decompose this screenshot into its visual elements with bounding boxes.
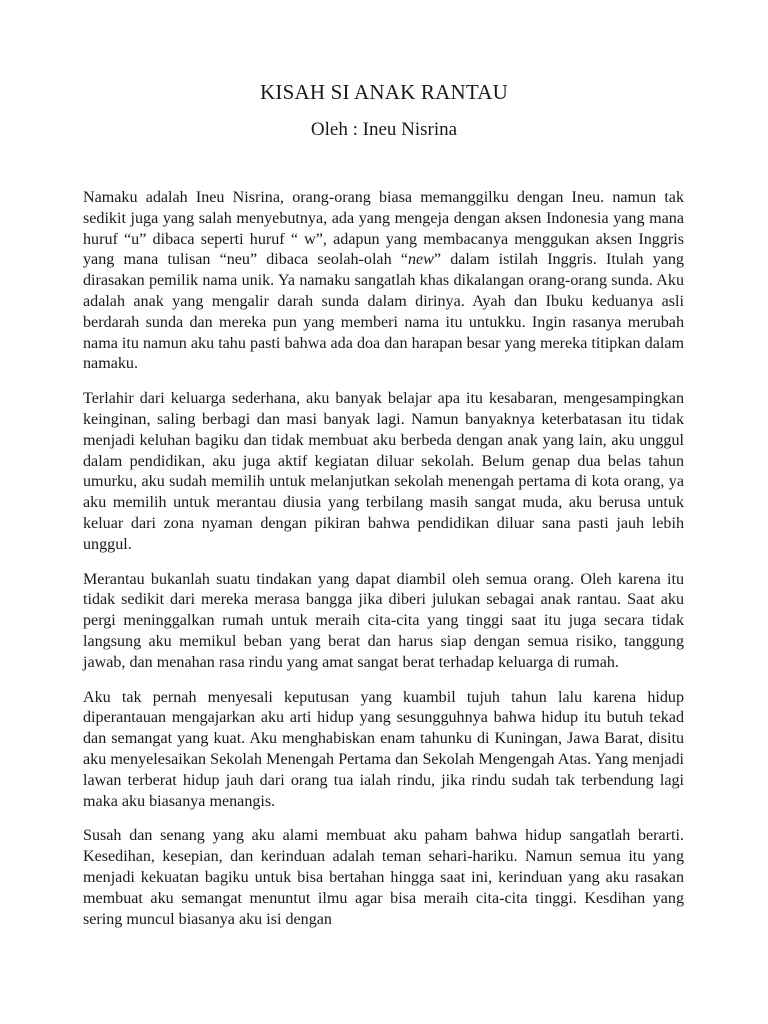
- paragraph-1: [83, 188, 684, 375]
- paragraph-3: Merantau bukanlah suatu tindakan yang dapat diambil oleh semua orang. Oleh karena itu tidak sedikit dari mereka merasa bangga jika diberi julukan sebagai anak rantau. Saat aku pergi meninggalkan rumah untuk meraih cita-cita yang tinggi saat itu juga secara tidak langsung aku memikul beban yang berat dan harus siap dengan semua risiko, tanggung jawab, dan menahan rasa rindu yang amat sangat berat terhadap keluarga di rumah.: [83, 570, 684, 671]
- paragraph-1-text-start: Namaku adalah Ineu Nisrina, orang-orang biasa memanggilku dengan Ineu. namun tak sedikit juga yang salah menyebutnya, ada yang mengeja dengan aksen Indonesia yang mana huruf “u” dibaca seperti huruf “ w”, adapun yang membacanya menggukan aksen Inggris yang mana tulisan “neu” dibaca seolah-olah “: [83, 189, 684, 269]
- document-body: [83, 188, 684, 930]
- paragraph-5: Susah dan senang yang aku alami membuat aku paham bahwa hidup sangatlah berarti. Kesedihan, kesepian, dan kerinduan adalah teman sehari-hariku. Namun semua itu yang menjadi kekuatan bagiku untuk bisa bertahan hingga saat ini, kerinduan yang aku rasakan membuat aku semangat menuntut ilmu agar bisa meraih cita-cita tinggi. Kesdihan yang sering muncul biasanya aku isi dengan: [83, 827, 684, 928]
- paragraph-4: Aku tak pernah menyesali keputusan yang kuambil tujuh tahun lalu karena hidup diperantauan mengajarkan aku arti hidup yang sesungguhnya bahwa hidup itu butuh tekad dan semangat yang kuat. Aku menghabiskan enam tahunku di Kuningan, Jawa Barat, disitu aku menyelesaikan Sekolah Menengah Pertama dan Sekolah Mengengah Atas. Yang menjadi lawan terberat hidup jauh dari orang tua ialah rindu, jika rindu sudah tak terbendung lagi maka aku biasanya menangis.: [83, 688, 684, 810]
- author-line: Oleh : Ineu Nisrina: [310, 119, 458, 140]
- italic-word-new: new: [407, 251, 434, 269]
- paragraph-1-text-end: ” dalam istilah Inggris. Itulah yang dirasakan pemilik nama unik. Ya namaku sangatlah khas dikalangan orang-orang sunda. Aku adalah anak yang mengalir darah sunda dalam dirinya. Ayah dan Ibuku keduanya asli berdarah sunda dan mereka pun yang memberi nama itu untukku. Ingin rasanya merubah nama itu namun aku tahu pasti bahwa ada doa dan harapan besar yang mereka titipkan dalam namaku.: [83, 251, 684, 373]
- document-title: KISAH SI ANAK RANTAU: [260, 80, 508, 104]
- paragraph-2: Terlahir dari keluarga sederhana, aku banyak belajar apa itu kesabaran, mengesampingkan keinginan, saling berbagi dan masi banyak lagi. Namun banyaknya keterbatasan itu tidak menjadi keluhan bagiku dan tidak membuat aku berbeda dengan anak yang lain, aku unggul dalam pendidikan, aku juga aktif kegiatan diluar sekolah. Belum genap dua belas tahun umurku, aku sudah memilih untuk melanjutkan sekolah menengah pertama di kota orang, ya aku memilih untuk merantau diusia yang terbilang masih sangat muda, aku berusa untuk keluar dari zona nyaman dengan pikiran bahwa pendidikan diluar sana pasti jauh lebih unggul.: [83, 390, 684, 553]
